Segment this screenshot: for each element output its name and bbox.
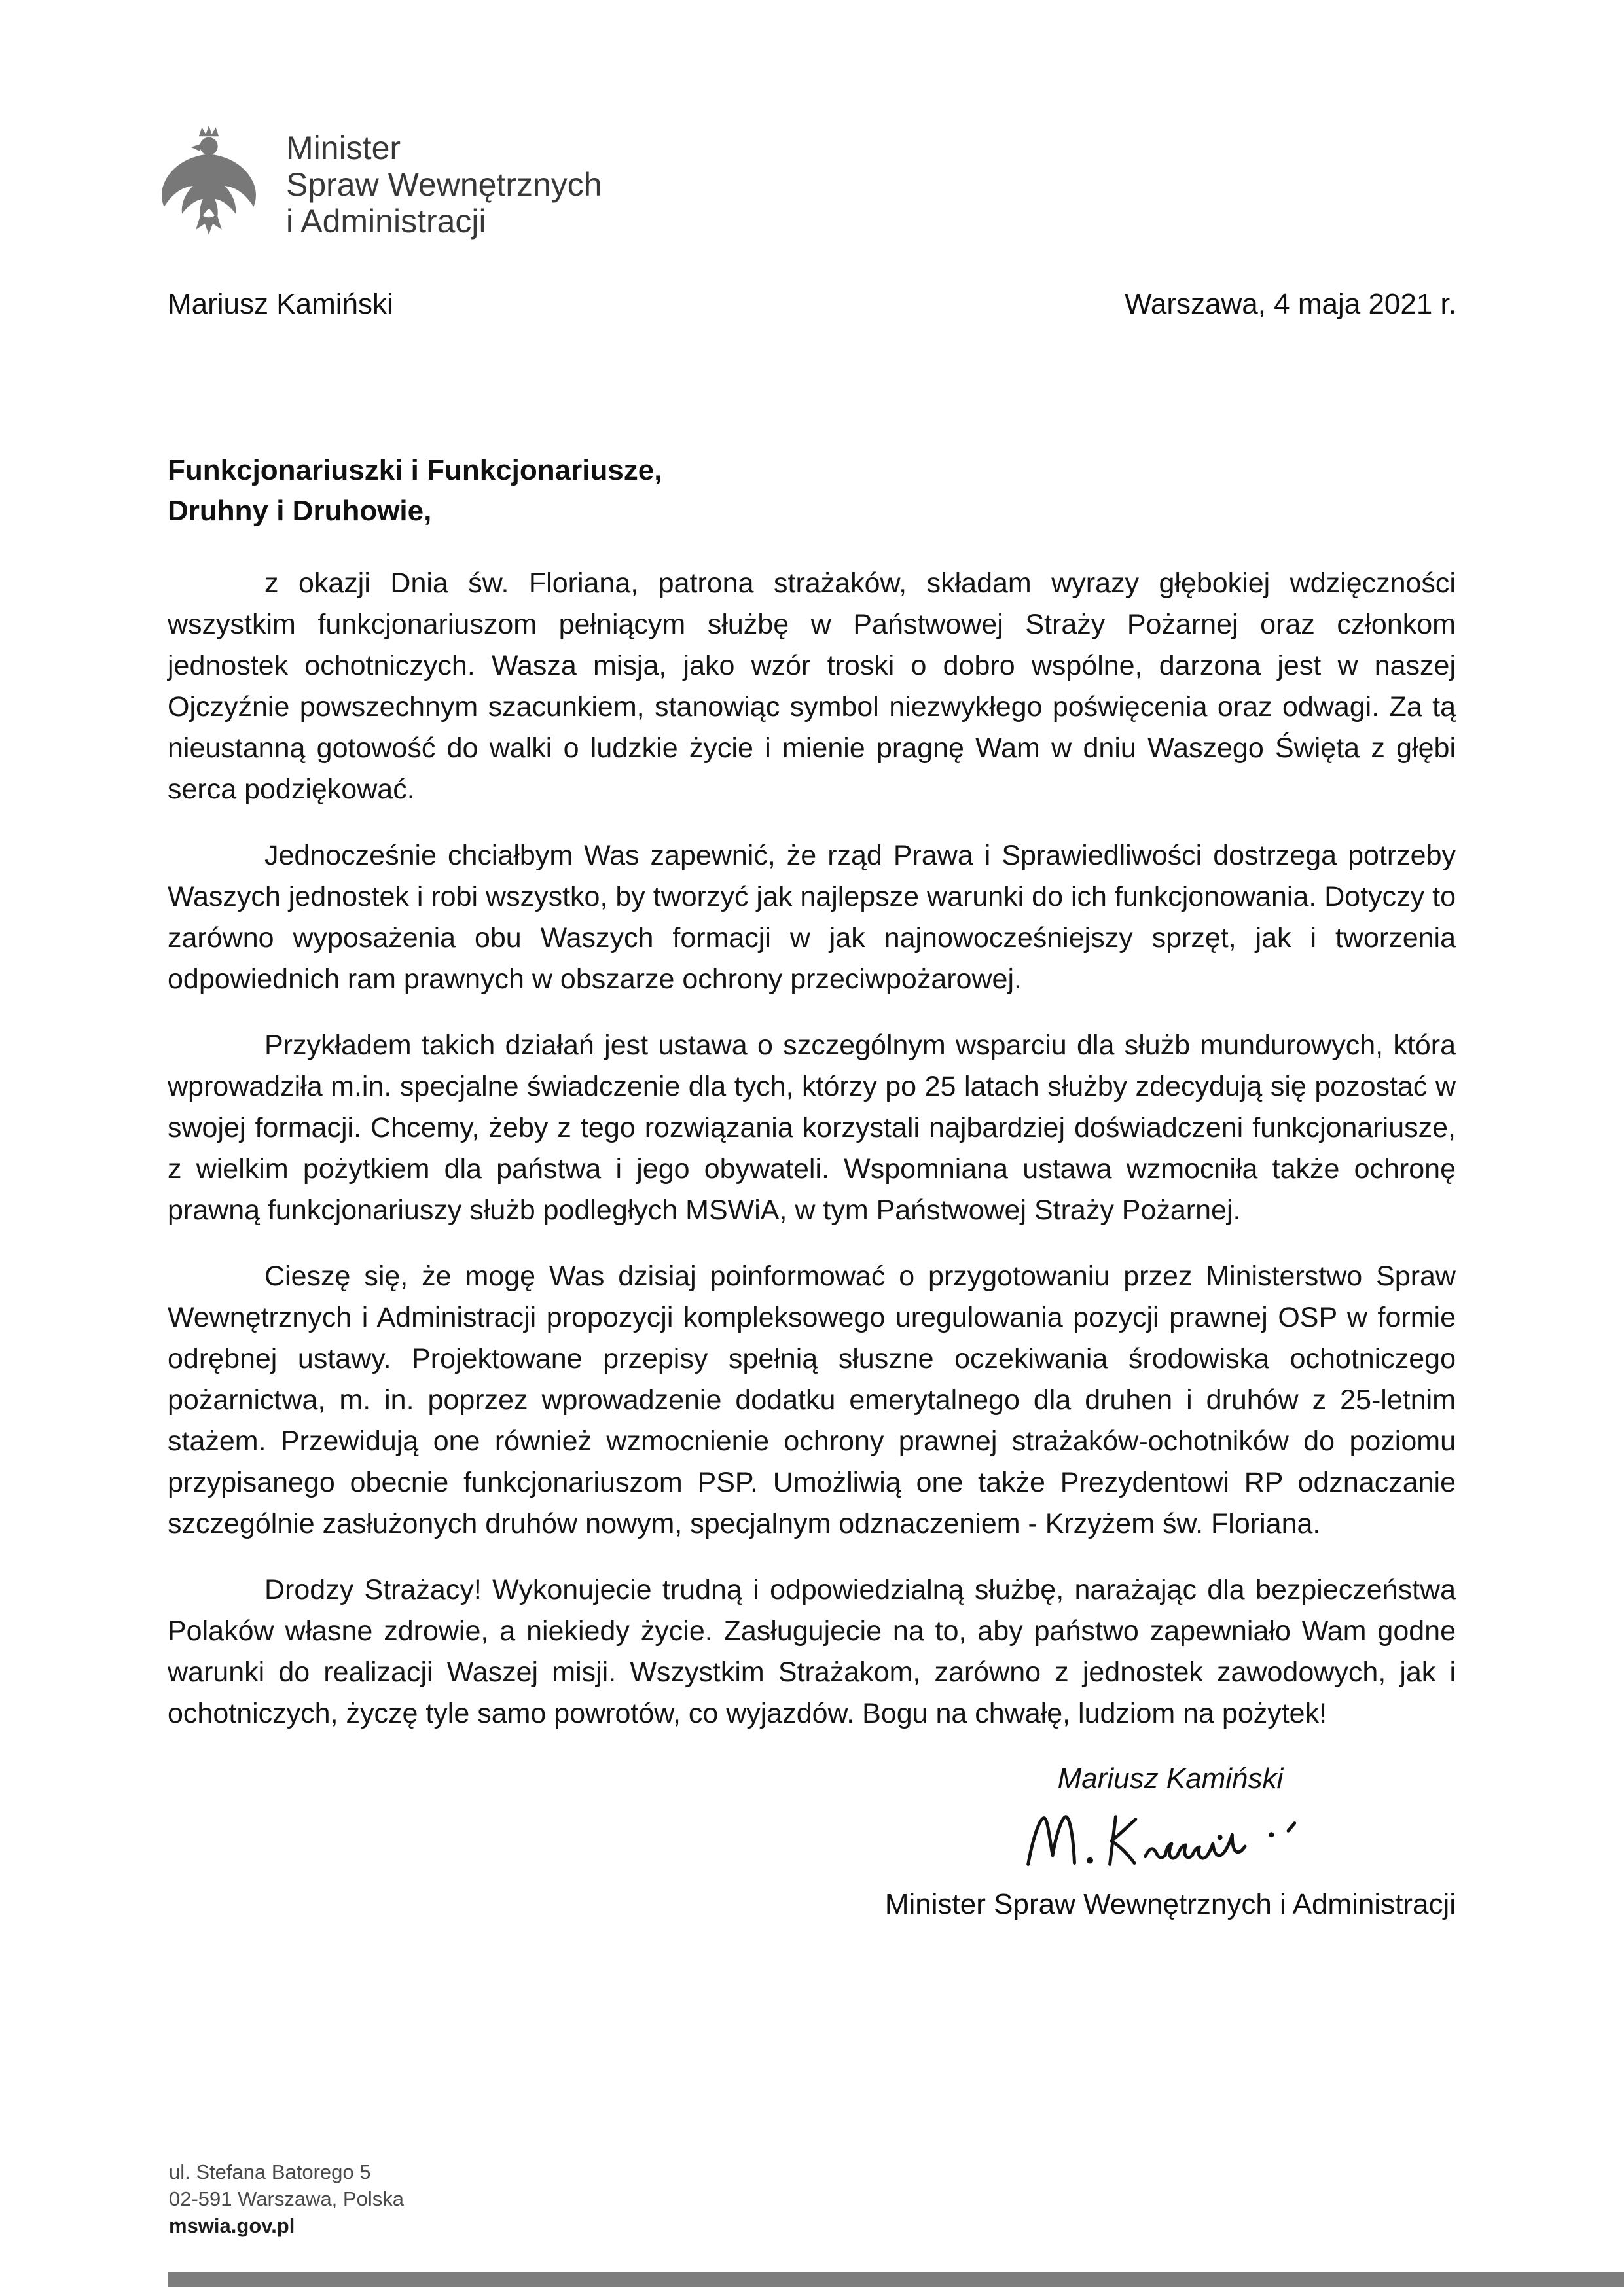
footer-address-line: ul. Stefana Batorego 5 <box>169 2161 371 2183</box>
ministry-name-line: i Administracji <box>286 203 486 240</box>
footer-address-line: 02-591 Warszawa, Polska <box>169 2187 404 2210</box>
salutation <box>168 450 1456 531</box>
salutation-line: Druhny i Druhowie, <box>168 495 432 527</box>
salutation-line: Funkcjonariuszki i Funkcjonariusze, <box>168 454 662 486</box>
handwritten-signature-icon <box>1017 1805 1324 1882</box>
signature-name: Mariusz Kamiński <box>1057 1763 1284 1795</box>
meta-row <box>168 287 1456 322</box>
paragraph: Przykładem takich działań jest ustawa o szczególnym wsparciu dla służb mundurowych, która wprowadziła m.in. specjalne świadczenie dla tych, którzy po 25 latach służby zdecydują się pozostać w swojej formacji. Chcemy, żeby z tego rozwiązania korzystali najbardziej doświadczeni funkcjonariusze, z wielkim pożytkiem dla państwa i jego obywateli. Wspomniana ustawa wzmocniła także ochronę prawną funkcjonariuszy służb podległych MSWiA, w tym Państwowej Straży Pożarnej. <box>168 1030 1456 1226</box>
footer-website: mswia.gov.pl <box>169 2214 295 2237</box>
paragraph: Cieszę się, że mogę Was dzisiaj poinformować o przygotowaniu przez Ministerstwo Spraw Wewnętrznych i Administracji propozycji kompleksowego uregulowania pozycji prawnej OSP w formie odrębnej ustawy. Projektowane przepisy spełnią słuszne oczekiwania środowiska ochotniczego pożarnictwa, m. in. poprzez wprowadzenie dodatku emerytalnego dla druhen i druhów z 25-letnim stażem. Przewidują one również wzmocnienie ochrony prawnej strażaków-ochotników do poziomu przypisanego obecnie funkcjonariuszom PSP. Umożliwią one także Prezydentowi RP odznaczanie szczególnie zasłużonych druhów nowym, specjalnym odznaczeniem - Krzyżem św. Floriana. <box>168 1261 1456 1539</box>
paragraph: Jednocześnie chciałbym Was zapewnić, że rząd Prawa i Sprawiedliwości dostrzega potrzeby Waszych jednostek i robi wszystko, by tworzyć jak najlepsze warunki do ich funkcjonowania. Dotyczy to zarówno wyposażenia obu Waszych formacji w jak najnowocześniejszy sprzęt, jak i tworzenia odpowiednich ram prawnych w obszarze ochrony przeciwpożarowej. <box>168 840 1456 995</box>
ministry-name <box>286 124 602 240</box>
polish-eagle-icon <box>159 124 259 236</box>
letter-body <box>168 450 1456 1923</box>
place-date: Warszawa, 4 maja 2021 r. <box>1124 288 1456 320</box>
signature-block <box>885 1761 1456 1923</box>
sender-name: Mariusz Kamiński <box>168 288 393 320</box>
bottom-bar <box>168 2272 1624 2287</box>
letterhead <box>159 124 602 240</box>
paragraph: z okazji Dnia św. Floriana, patrona strażaków, składam wyrazy głębokiej wdzięczności wszystkim funkcjonariuszom pełniącym służbę w Państwowej Straży Pożarnej oraz członkom jednostek ochotniczych. Wasza misja, jako wzór troski o dobro wspólne, darzona jest w naszej Ojczyźnie powszechnym szacunkiem, stanowiąc symbol niezwykłego poświęcenia oraz odwagi. Za tą nieustanną gotowość do walki o ludzkie życie i mienie pragnę Wam w dniu Waszego Święta z głębi serca podziękować. <box>168 567 1456 805</box>
ministry-name-line: Spraw Wewnętrznych <box>286 166 602 203</box>
footer <box>169 2159 404 2239</box>
paragraph: Drodzy Strażacy! Wykonujecie trudną i odpowiedzialną służbę, narażając dla bezpieczeństwa Polaków własne zdrowie, a niekiedy życie. Zasługujecie na to, aby państwo zapewniało Wam godne warunki do realizacji Waszej misji. Wszystkim Strażakom, zarówno z jednostek zawodowych, jak i ochotniczych, życzę tyle samo powrotów, co wyjazdów. Bogu na chwałę, ludziom na pożytek! <box>168 1574 1456 1729</box>
paragraphs <box>168 563 1456 1734</box>
signature-title: Minister Spraw Wewnętrznych i Administracji <box>884 1888 1456 1920</box>
ministry-name-line: Minister <box>286 130 401 166</box>
